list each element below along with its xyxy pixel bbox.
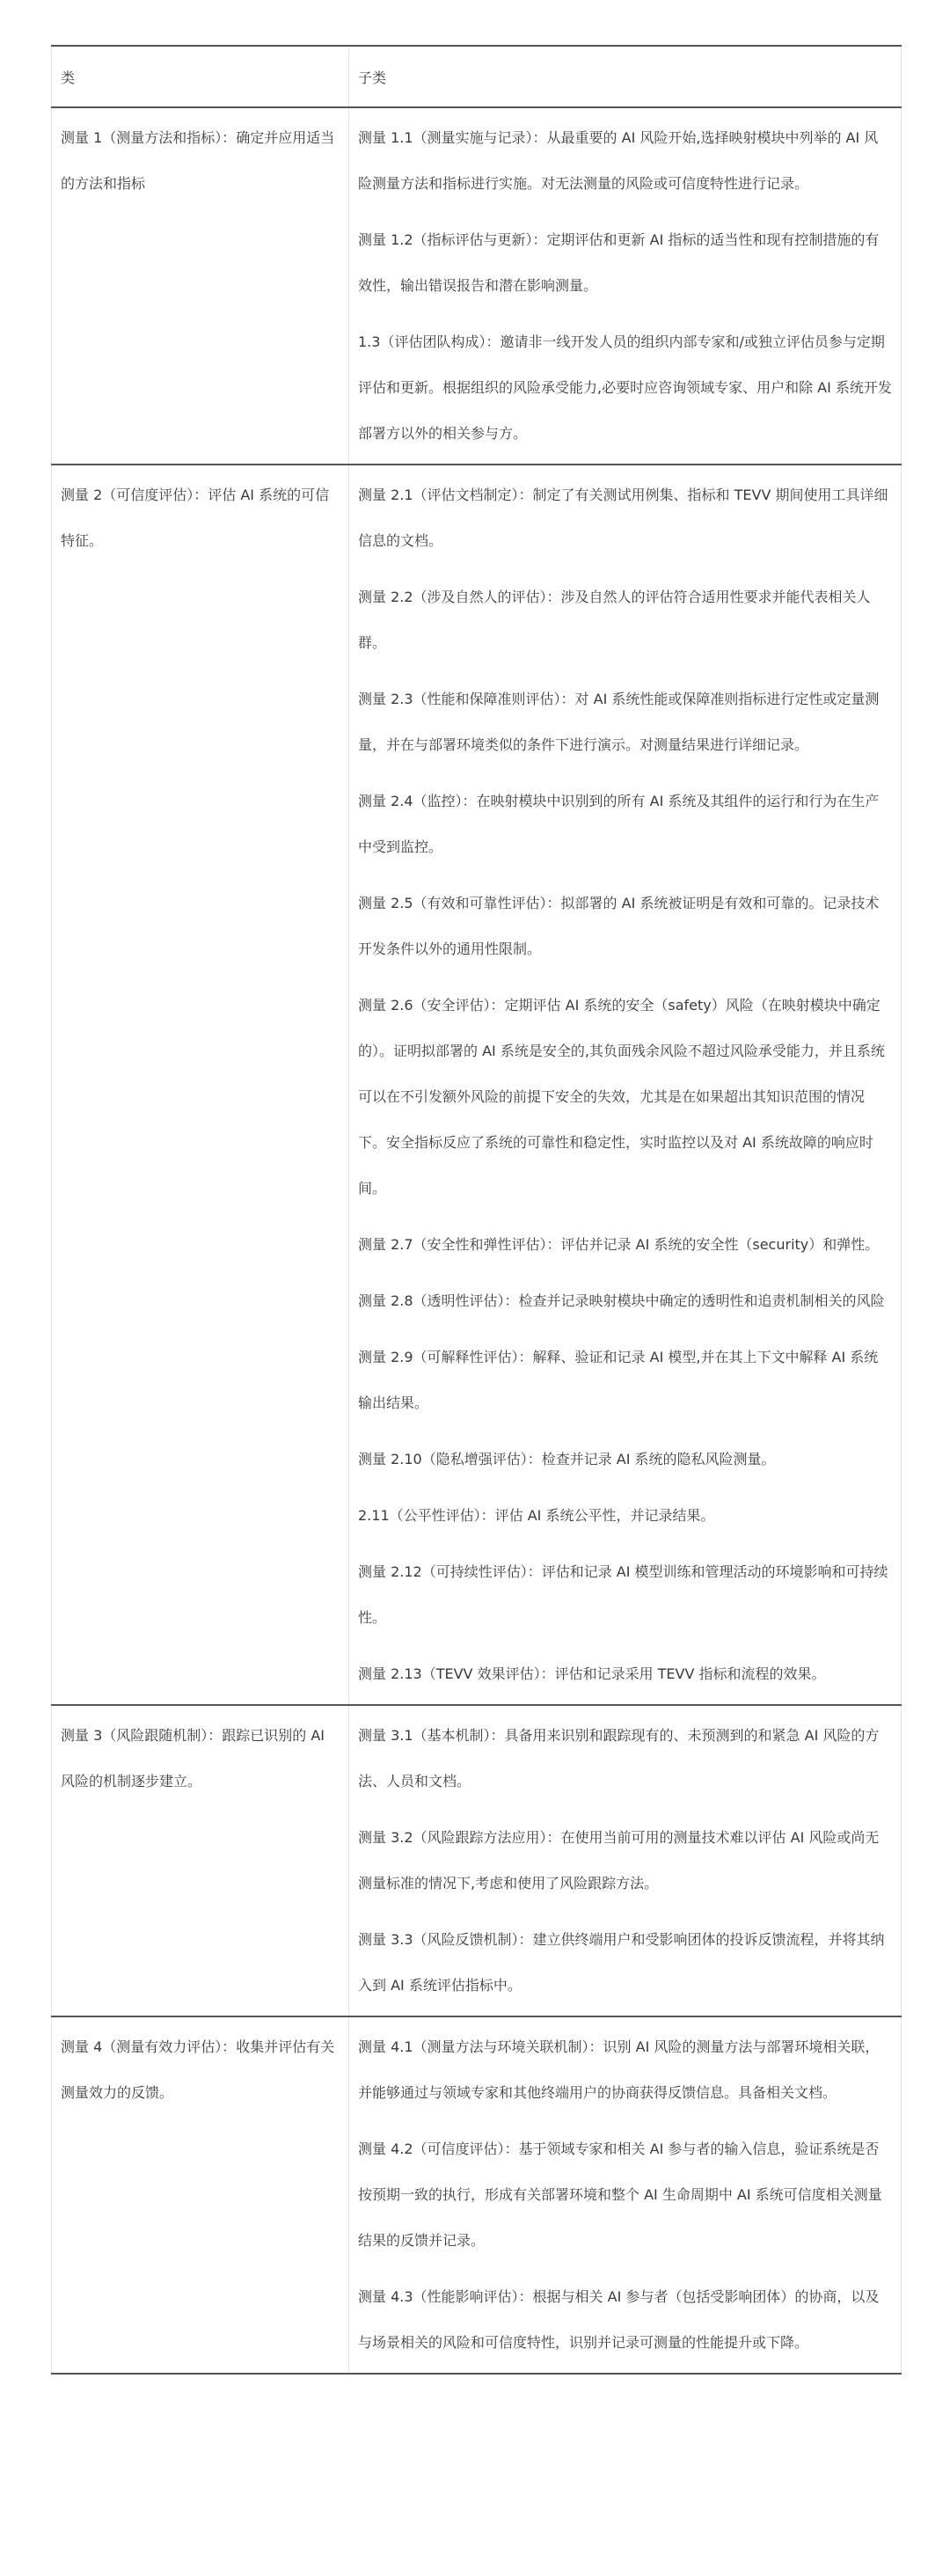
subcategory-item: 测量 1.2（指标评估与更新）：定期评估和更新 AI 指标的适当性和现有控制措施的有效性，输出错误报告和潜在影响测量。 — [358, 231, 880, 294]
subcategory-item: 测量 2.8（透明性评估）：检查并记录映射模块中确定的透明性和追责机制相关的风险 — [358, 1292, 885, 1309]
subcategory-item: 测量 2.6（安全评估）：定期评估 AI 系统的安全（safety）风险（在映射模块中确定的）。证明拟部署的 AI 系统是安全的,其负面残余风险不超过风险承受能力，并且系统可以在不引发额外风险的前提下安全的失效，尤其是在如果超出其知识范围的情况下。安全指标反应了系统的可靠性和稳定性，实时监控以及对 AI 系统故障的响应时间。 — [358, 997, 885, 1197]
table-header-row — [52, 46, 902, 107]
subcategory-item: 测量 2.5（有效和可靠性评估）：拟部署的 AI 系统被证明是有效和可靠的。记录技术开发条件以外的通用性限制。 — [358, 895, 880, 957]
subcategory-item: 测量 4.1（测量方法与环境关联机制）：识别 AI 风险的测量方法与部署环境相关联，并能够通过与领域专家和其他终端用户的协商获得反馈信息。具备相关文档。 — [358, 2038, 880, 2101]
table-row — [52, 465, 902, 1705]
category-text: 测量 3（风险跟随机制）：跟踪已识别的 AI 风险的机制逐步建立。 — [61, 1727, 325, 1789]
subcategory-item: 测量 2.7（安全性和弹性评估）：评估并记录 AI 系统的安全性（security）和弹性。 — [358, 1236, 880, 1253]
subcategory-item: 测量 2.3（性能和保障准则评估）：对 AI 系统性能或保障准则指标进行定性或定量测量，并在与部署环境类似的条件下进行演示。对测量结果进行详细记录。 — [358, 691, 880, 753]
subcategory-item: 测量 2.9（可解释性评估）：解释、验证和记录 AI 模型,并在其上下文中解释 AI 系统输出结果。 — [358, 1349, 879, 1411]
table-row — [52, 107, 902, 465]
subcategory-item: 测量 3.3（风险反馈机制）：建立供终端用户和受影响团体的投诉反馈流程，并将其纳入到 AI 系统评估指标中。 — [358, 1931, 885, 1994]
subcategory-cell — [349, 465, 902, 1705]
category-cell — [52, 465, 349, 1705]
subcategory-list — [349, 1706, 901, 2016]
subcategory-list — [349, 2017, 901, 2373]
subcategory-item: 测量 2.1（评估文档制定）：制定了有关测试用例集、指标和 TEVV 期间使用工具详细信息的文档。 — [358, 487, 888, 549]
subcategory-item: 测量 2.13（TEVV 效果评估）：评估和记录采用 TEVV 指标和流程的效果。 — [358, 1665, 826, 1682]
table-row — [52, 1705, 902, 2016]
subcategory-item: 测量 3.2（风险跟踪方法应用）：在使用当前可用的测量技术难以评估 AI 风险或尚无测量标准的情况下,考虑和使用了风险跟踪方法。 — [358, 1829, 880, 1892]
subcategory-item: 1.3（评估团队构成）：邀请非一线开发人员的组织内部专家和/或独立评估员参与定期评估和更新。根据组织的风险承受能力,必要时应咨询领域专家、用户和除 AI 系统开发部署方以外的相关参与方。 — [358, 333, 892, 442]
subcategory-item: 测量 2.2（涉及自然人的评估）：涉及自然人的评估符合适用性要求并能代表相关人群。 — [358, 589, 871, 651]
category-cell — [52, 107, 349, 465]
category-text: 测量 1（测量方法和指标）：确定并应用适当的方法和指标 — [61, 129, 335, 192]
subcategory-item: 测量 3.1（基本机制）：具备用来识别和跟踪现有的、未预测到的和紧急 AI 风险的方法、人员和文档。 — [358, 1727, 880, 1789]
subcategory-item: 测量 2.12（可持续性评估）：评估和记录 AI 模型训练和管理活动的环境影响和可持续性。 — [358, 1563, 888, 1626]
header-subcategory: 子类 — [349, 46, 902, 107]
table-row — [52, 2016, 902, 2374]
subcategory-list — [349, 465, 901, 1704]
subcategory-cell — [349, 107, 902, 465]
measurement-table — [51, 45, 902, 2375]
category-text: 测量 4（测量有效力评估）：收集并评估有关测量效力的反馈。 — [61, 2038, 335, 2101]
header-category: 类 — [52, 46, 349, 107]
subcategory-list — [349, 108, 901, 464]
subcategory-cell — [349, 2016, 902, 2374]
subcategory-item: 测量 4.3（性能影响评估）：根据与相关 AI 参与者（包括受影响团体）的协商，以及与场景相关的风险和可信度特性，识别并记录可测量的性能提升或下降。 — [358, 2288, 880, 2351]
subcategory-item: 2.11（公平性评估）：评估 AI 系统公平性，并记录结果。 — [358, 1507, 715, 1524]
subcategory-cell — [349, 1705, 902, 2016]
category-text: 测量 2（可信度评估）：评估 AI 系统的可信特征。 — [61, 487, 330, 549]
table-body — [52, 107, 902, 2374]
subcategory-item: 测量 2.4（监控）：在映射模块中识别到的所有 AI 系统及其组件的运行和行为在生产中受到监控。 — [358, 793, 880, 855]
subcategory-item: 测量 1.1（测量实施与记录）：从最重要的 AI 风险开始,选择映射模块中列举的 AI 风险测量方法和指标进行实施。对无法测量的风险或可信度特性进行记录。 — [358, 129, 879, 192]
subcategory-item: 测量 2.10（隐私增强评估）：检查并记录 AI 系统的隐私风险测量。 — [358, 1451, 776, 1467]
category-cell — [52, 2016, 349, 2374]
subcategory-item: 测量 4.2（可信度评估）：基于领域专家和相关 AI 参与者的输入信息，验证系统是否按预期一致的执行，形成有关部署环境和整个 AI 生命周期中 AI 系统可信度相关测量结果的反馈并记录。 — [358, 2141, 882, 2249]
category-cell — [52, 1705, 349, 2016]
